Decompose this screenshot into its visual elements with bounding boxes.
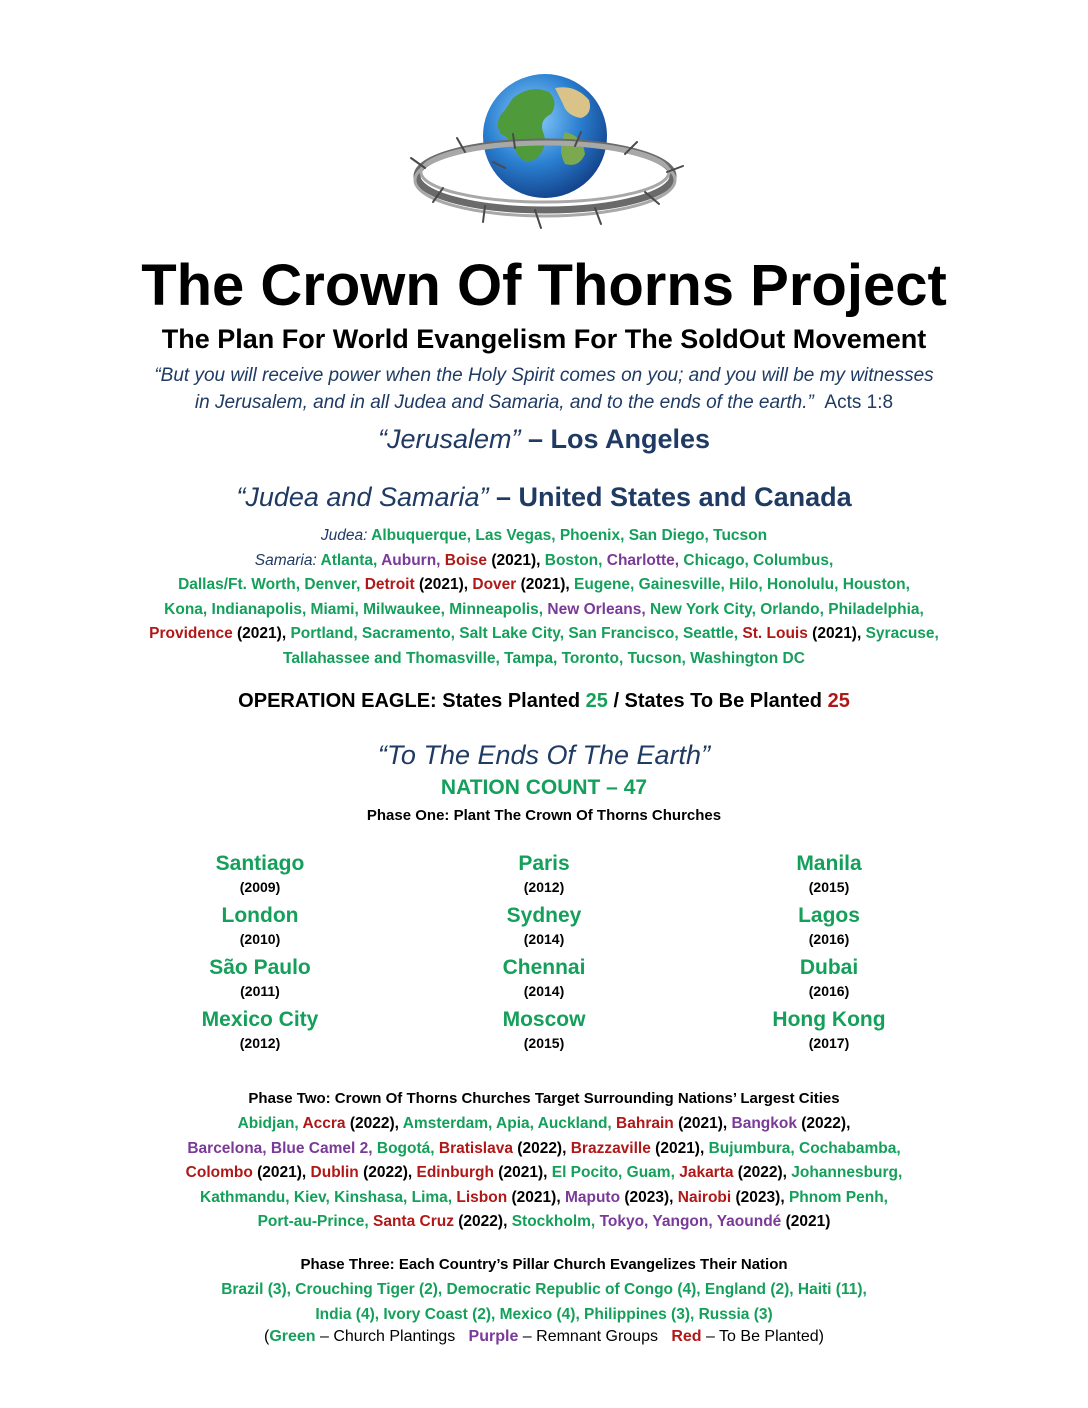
- text-segment: (2021),: [494, 1164, 552, 1181]
- text-segment: El Pocito, Guam,: [551, 1164, 680, 1181]
- text-segment: Jakarta: [679, 1164, 734, 1181]
- phase-two-city-list: [0, 1112, 1088, 1235]
- text-segment: (2022),: [512, 1139, 571, 1157]
- text-segment: (2022),: [453, 1213, 512, 1230]
- text-segment: (2021): [781, 1213, 831, 1230]
- text-segment: Johannesburg,: [791, 1164, 903, 1181]
- phase-one-column-1: [140, 852, 380, 1060]
- church-city: Lagos: [798, 904, 860, 927]
- church-city: Hong Kong: [772, 1008, 886, 1031]
- text-segment: Kona, Indianapolis, Miami, Milwaukee, Minneapolis,: [164, 600, 548, 618]
- jerusalem-heading: “Jerusalem” – Los Angeles: [377, 424, 711, 454]
- text-segment: Kathmandu, Kiev, Kinshasa, Lima,: [200, 1188, 457, 1206]
- text-line: [0, 524, 1088, 549]
- text-line: [0, 1161, 1088, 1186]
- legend-green: Green: [269, 1328, 316, 1345]
- text-line: [0, 622, 1088, 647]
- text-segment: Detroit: [364, 576, 415, 593]
- text-segment: Auburn,: [381, 551, 445, 569]
- text-line: [0, 1303, 1088, 1328]
- church-year: (2014): [523, 931, 565, 947]
- text-segment: Albuquerque, Las Vegas, Phoenix, San Diego, Tucson: [367, 527, 768, 544]
- text-segment: Brazil (3), Crouching Tiger (2), Democratic Republic of Congo (4), England (2), Haiti (11),: [221, 1281, 867, 1298]
- church-year: (2017): [808, 1035, 850, 1051]
- text-segment: (2021),: [487, 551, 545, 569]
- text-line: [0, 1210, 1088, 1235]
- text-segment: Edinburgh: [416, 1164, 494, 1181]
- text-segment: Bujumbura, Cochabamba,: [708, 1139, 901, 1157]
- text-line: [0, 598, 1088, 623]
- church-city: Mexico City: [201, 1008, 319, 1031]
- text-segment: Charlotte,: [606, 551, 684, 569]
- judea-samaria-heading: “Judea and Samaria” – United States and Canada: [236, 482, 852, 512]
- church-city: Manila: [796, 852, 862, 875]
- text-segment: (2021),: [673, 1115, 732, 1132]
- text-segment: Dublin: [310, 1164, 359, 1181]
- text-segment: (2022),: [358, 1164, 417, 1181]
- text-segment: Santa Cruz: [373, 1213, 454, 1230]
- church-year: (2015): [808, 879, 850, 895]
- text-segment: (2023),: [731, 1188, 789, 1206]
- text-line: [0, 1278, 1088, 1303]
- church-year: (2011): [240, 983, 280, 999]
- church-city: São Paulo: [209, 956, 311, 979]
- text-segment: India (4), Ivory Coast (2), Mexico (4), Philippines (3), Russia (3): [315, 1305, 773, 1323]
- church-year: (2016): [808, 931, 850, 947]
- text-segment: Bahrain: [616, 1115, 674, 1132]
- church-year: (2015): [523, 1035, 565, 1051]
- verse-line-2: in Jerusalem, and in all Judea and Samaria, and to the ends of the earth.” Acts 1:8: [194, 392, 894, 413]
- church-year: (2010): [239, 931, 281, 947]
- church-year: (2012): [239, 1035, 281, 1051]
- text-line: [0, 1137, 1088, 1162]
- phase-three-country-list: [0, 1278, 1088, 1327]
- text-segment: Eugene, Gainesville, Hilo, Honolulu, Houston,: [574, 576, 910, 593]
- text-line: [0, 1186, 1088, 1211]
- states-planted-count: 25: [585, 690, 608, 712]
- text-segment: Phnom Penh,: [788, 1188, 888, 1206]
- text-segment: New York City, Orlando, Philadelphia,: [649, 600, 924, 618]
- text-segment: Providence: [149, 625, 233, 642]
- text-line: [0, 549, 1088, 574]
- text-segment: Bratislava: [438, 1139, 513, 1157]
- phase-one-title: Phase One: Plant The Crown Of Thorns Churches: [366, 807, 722, 824]
- church-year: (2014): [523, 983, 565, 999]
- verse-reference: Acts 1:8: [824, 392, 894, 413]
- text-line: [0, 647, 1088, 672]
- church-city: Paris: [518, 852, 570, 875]
- text-segment: Tallahassee and Thomasville, Tampa, Toronto, Tucson, Washington DC: [283, 649, 805, 667]
- church-city: London: [221, 904, 299, 927]
- text-segment: Brazzaville: [570, 1139, 651, 1157]
- text-segment: Judea:: [320, 527, 368, 544]
- church-city: Chennai: [502, 956, 586, 979]
- text-segment: (2021),: [807, 625, 866, 642]
- text-segment: Boston,: [544, 551, 607, 569]
- text-segment: Amsterdam, Apia, Auckland,: [402, 1115, 617, 1132]
- phase-three-title: Phase Three: Each Country’s Pillar Church Evangelizes Their Nation: [300, 1256, 788, 1273]
- text-segment: Lisbon: [456, 1188, 508, 1206]
- phase-one-column-2: [424, 852, 664, 1060]
- text-segment: (2021),: [414, 576, 473, 593]
- text-segment: Samaria:: [254, 551, 317, 569]
- church-city: Santiago: [215, 852, 305, 875]
- text-segment: Atlanta,: [316, 551, 382, 569]
- color-legend: (Green – Church Plantings Purple – Remnant Groups Red – To Be Planted): [263, 1328, 824, 1345]
- text-segment: Bangkok: [731, 1115, 797, 1132]
- text-segment: (2021),: [516, 576, 575, 593]
- operation-eagle-line: OPERATION EAGLE: States Planted 25 / States To Be Planted 25: [238, 690, 850, 712]
- text-segment: Stockholm,: [511, 1213, 600, 1230]
- text-segment: (2021),: [252, 1164, 311, 1181]
- scripture-verse: [0, 362, 1088, 416]
- text-segment: Bogotá,: [376, 1139, 439, 1157]
- page-subtitle: The Plan For World Evangelism For The SoldOut Movement: [161, 324, 927, 354]
- text-segment: (2022),: [345, 1115, 403, 1132]
- church-year: (2016): [808, 983, 850, 999]
- church-year: (2009): [239, 879, 281, 895]
- text-segment: Port-au-Prince,: [257, 1213, 373, 1230]
- text-segment: St. Louis: [742, 625, 808, 642]
- ends-of-earth-heading: “To The Ends Of The Earth”: [377, 740, 711, 770]
- church-year: (2012): [523, 879, 565, 895]
- text-segment: Tokyo, Yangon, Yaoundé: [599, 1213, 782, 1230]
- states-to-plant-count: 25: [827, 690, 850, 712]
- text-segment: (2021),: [650, 1139, 709, 1157]
- church-city: Moscow: [502, 1008, 586, 1031]
- phase-one-column-3: [709, 852, 949, 1060]
- text-segment: (2022),: [733, 1164, 792, 1181]
- text-segment: (2022),: [796, 1115, 851, 1132]
- church-city: Dubai: [799, 956, 859, 979]
- text-line: [0, 573, 1088, 598]
- text-segment: Accra: [302, 1115, 346, 1132]
- text-segment: Nairobi: [677, 1188, 732, 1206]
- text-segment: Portland, Sacramento, Salt Lake City, San Francisco, Seattle,: [290, 625, 743, 642]
- text-line: [0, 1112, 1088, 1137]
- verse-line-1: “But you will receive power when the Holy Spirit comes on you; and you will be my witnesses: [154, 365, 934, 386]
- text-segment: (2023),: [620, 1188, 678, 1206]
- legend-red: Red: [671, 1328, 702, 1345]
- crown-of-thorns-globe-logo: [395, 68, 695, 238]
- text-segment: (2021),: [232, 625, 291, 642]
- text-segment: Syracuse,: [865, 625, 939, 642]
- us-canada-city-list: [0, 524, 1088, 671]
- nation-count: NATION COUNT – 47: [440, 776, 648, 799]
- church-city: Sydney: [506, 904, 582, 927]
- text-segment: Dallas/Ft. Worth, Denver,: [178, 576, 365, 593]
- text-segment: New Orleans,: [547, 600, 650, 618]
- phase-two-title: Phase Two: Crown Of Thorns Churches Target Surrounding Nations’ Largest Cities: [248, 1090, 840, 1107]
- text-segment: Boise: [444, 551, 488, 569]
- text-segment: Dover: [472, 576, 517, 593]
- text-segment: Colombo: [185, 1164, 253, 1181]
- text-segment: Abidjan,: [237, 1115, 303, 1132]
- text-segment: Chicago, Columbus,: [683, 551, 834, 569]
- page-title: The Crown Of Thorns Project: [141, 253, 947, 318]
- legend-purple: Purple: [468, 1328, 519, 1345]
- text-segment: Maputo: [564, 1188, 621, 1206]
- text-segment: (2021),: [507, 1188, 565, 1206]
- text-segment: Barcelona, Blue Camel 2,: [187, 1139, 377, 1157]
